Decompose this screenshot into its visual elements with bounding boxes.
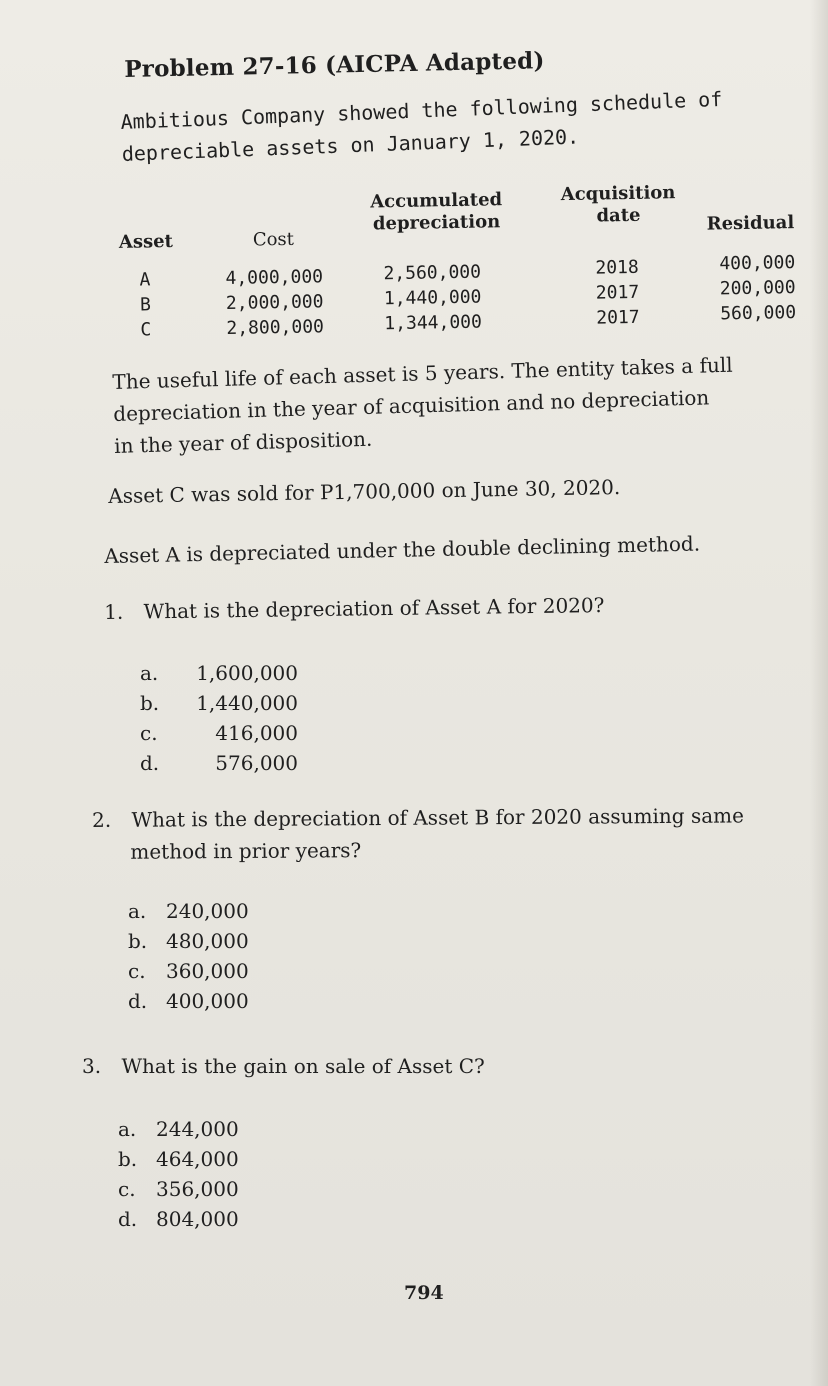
useful-life-line-3: in the year of disposition. [113,426,373,458]
option-value: 1,600,000 [196,661,298,685]
header-accum-line-1: Accumulated [370,189,503,213]
table-cell-cost: 2,800,000 [226,316,325,340]
option [140,688,298,718]
question-text-line-2: method in prior years? [130,838,362,864]
useful-life-paragraph [112,347,804,462]
table-cell-date: 2018 [595,256,639,279]
option-label: b. [128,929,148,953]
option-value: 576,000 [215,751,298,775]
column-asset [139,267,151,342]
header-acq-line-1: Acquisition [560,182,676,206]
column-acquisition-date [595,255,640,331]
option-label: a. [118,1117,137,1141]
option-value: 1,440,000 [196,691,298,715]
table-cell-date: 2017 [595,281,640,304]
column-residual [719,250,796,326]
option-label: a. [128,899,147,923]
option-label: a. [140,661,159,685]
page-number: 794 [404,1282,444,1304]
table-cell-date: 2017 [596,306,640,329]
sale-paragraph: Asset C was sold for P1,700,000 on June 30, 2020. [108,475,621,508]
option [140,658,298,688]
question-1-options [140,658,298,778]
problem-intro [120,80,802,170]
question-3 [82,1050,485,1082]
column-accumulated [383,260,482,337]
option-value: 356,000 [156,1177,239,1201]
option-value: 480,000 [166,929,249,953]
useful-life-line-1: The useful life of each asset is 5 years. The entity takes a full [112,352,733,394]
page-edge-shadow [810,0,828,1386]
question-1 [104,589,605,628]
question-number: 2. [92,807,112,832]
header-accum-line-2: depreciation [372,211,501,235]
question-text: What is the gain on sale of Asset C? [121,1054,485,1078]
option-value: 804,000 [156,1207,239,1231]
option-label: d. [118,1207,138,1231]
option [128,956,249,986]
option-label: c. [118,1177,136,1201]
option-label: b. [118,1147,138,1171]
table-cell-cost: 2,000,000 [225,291,324,315]
question-text-line-1: What is the depreciation of Asset B for 2020 assuming same [131,803,744,832]
question-text: What is the depreciation of Asset A for 2020? [143,593,605,624]
option [140,718,298,748]
header-acquisition-date [550,182,687,228]
option-value: 416,000 [215,721,298,745]
table-cell-residual: 400,000 [719,252,796,275]
option [118,1114,239,1144]
option-label: d. [140,751,160,775]
table-cell-asset: C [140,319,152,341]
option-label: d. [128,989,148,1013]
header-acq-line-2: date [596,204,641,227]
option [140,748,298,778]
method-paragraph: Asset A is depreciated under the double declining method. [104,531,701,568]
option [128,986,249,1016]
table-cell-residual: 200,000 [719,277,796,300]
table-cell-asset: B [139,294,152,316]
table-cell-residual: 560,000 [720,302,797,325]
header-cost: Cost [252,228,295,251]
intro-line-1: Ambitious Company showed the following schedule of [120,86,723,134]
table-cell-cost: 4,000,000 [225,266,324,290]
intro-line-2: depreciable assets on January 1, 2020. [121,124,580,166]
column-cost [225,264,324,341]
table-cell-accum: 1,440,000 [383,286,482,310]
table-cell-asset: A [139,269,151,291]
useful-life-line-2: depreciation in the year of acquisition and no depreciation [113,385,710,426]
question-number: 1. [104,599,124,624]
option [128,896,249,926]
header-accumulated-depreciation [366,189,507,235]
option-value: 360,000 [166,959,249,983]
header-asset: Asset [118,230,174,253]
asset-schedule-table [112,180,805,342]
question-2 [92,799,802,868]
option-label: b. [140,691,160,715]
option [118,1174,239,1204]
option-value: 240,000 [166,899,249,923]
problem-title: Problem 27-16 (AICPA Adapted) [124,47,545,83]
header-residual: Residual [706,212,795,235]
question-number: 3. [82,1054,102,1078]
question-2-options [128,896,249,1016]
option [128,926,249,956]
table-cell-accum: 1,344,000 [384,311,483,335]
option [118,1144,239,1174]
option-label: c. [128,959,146,983]
option-value: 400,000 [166,989,249,1013]
option [118,1204,239,1234]
question-3-options [118,1114,239,1234]
option-value: 244,000 [156,1117,239,1141]
option-label: c. [140,721,158,745]
table-cell-accum: 2,560,000 [383,261,482,285]
option-value: 464,000 [156,1147,239,1171]
